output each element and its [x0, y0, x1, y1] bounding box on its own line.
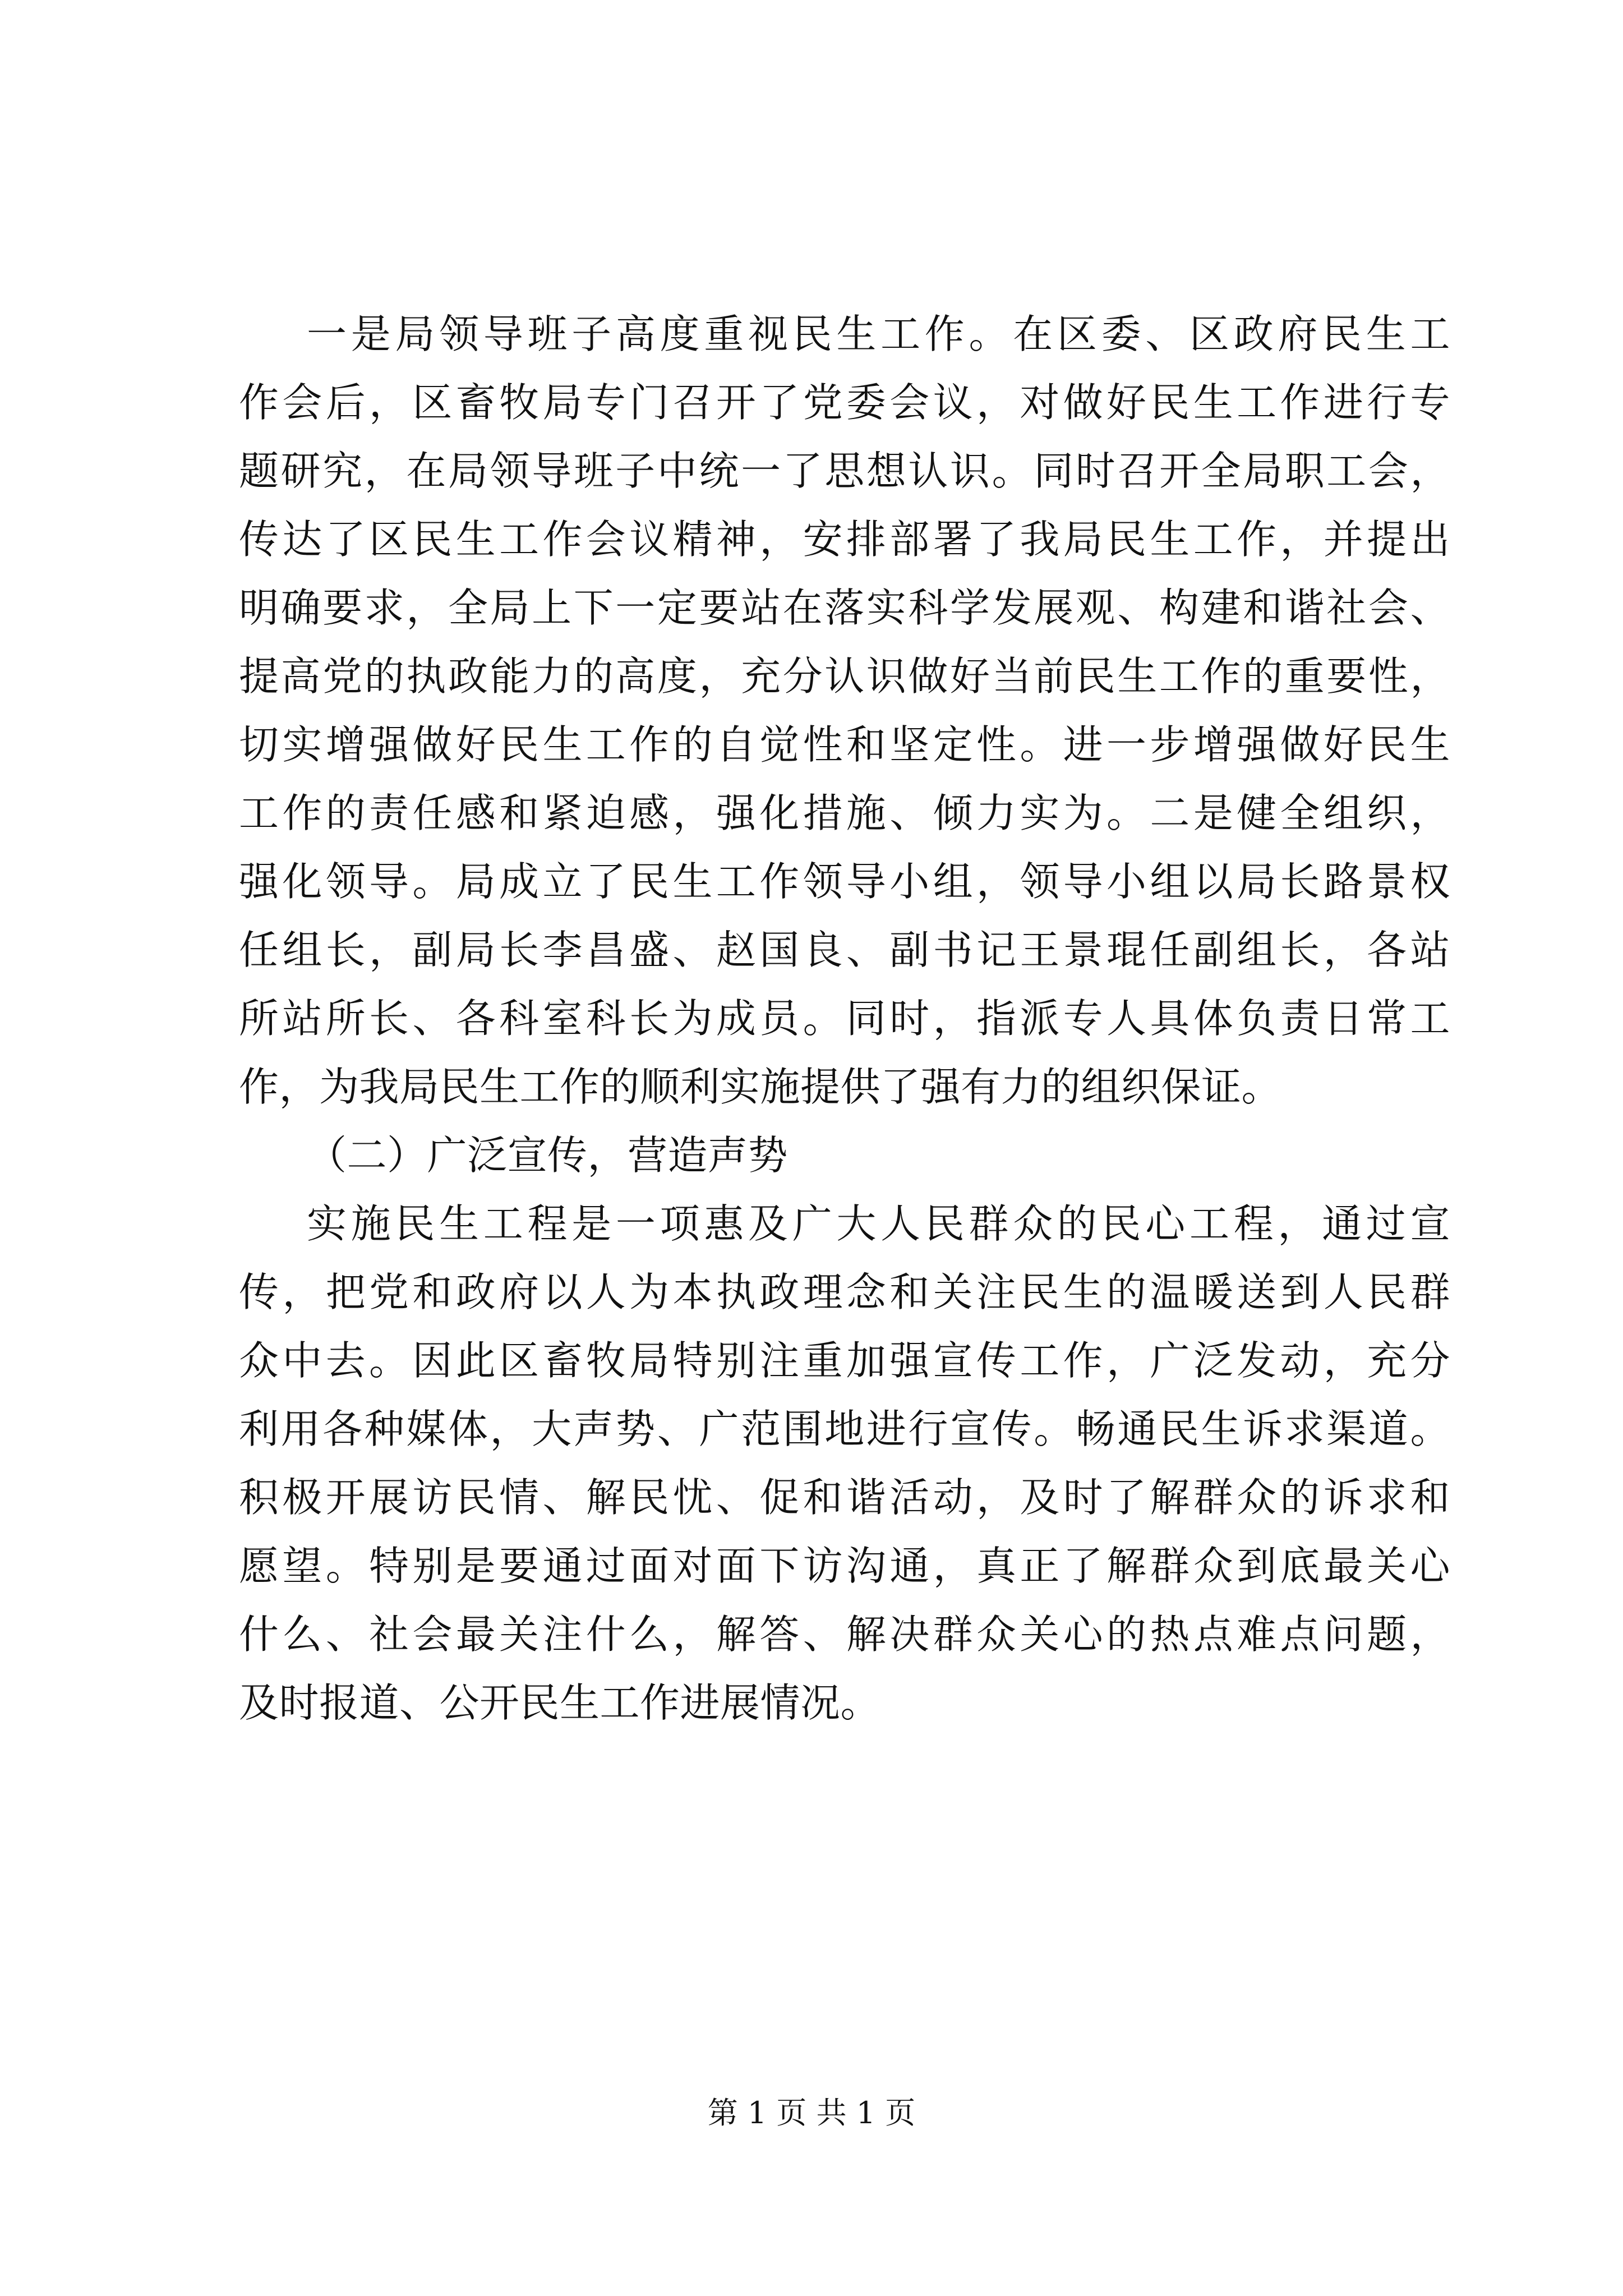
text-line: 任组长，副局长李昌盛、赵国良、副书记王景琨任副组长，各站 [239, 927, 1450, 973]
text-line: 利用各种媒体，大声势、广范围地进行宣传。畅通民生诉求渠道。 [239, 1406, 1450, 1452]
text-line: 传达了区民生工作会议精神，安排部署了我局民生工作，并提出 [239, 516, 1450, 563]
text-line: 题研究，在局领导班子中统一了思想认识。同时召开全局职工会， [239, 448, 1450, 494]
text-line: 所站所长、各科室科长为成员。同时，指派专人具体负责日常工 [239, 995, 1450, 1042]
text-line: 作，为我局民生工作的顺利实施提供了强有力的组织保证。 [239, 1064, 1282, 1110]
text-line: 积极开展访民情、解民忧、促和谐活动，及时了解群众的诉求和 [239, 1474, 1450, 1521]
text-line: 及时报道、公开民生工作进展情况。 [239, 1680, 881, 1726]
text-line: 什么、社会最关注什么，解答、解决群众关心的热点难点问题， [239, 1611, 1450, 1658]
text-line: 传，把党和政府以人为本执政理念和关注民生的温暖送到人民群 [239, 1269, 1450, 1315]
text-line: 强化领导。局成立了民生工作领导小组，领导小组以局长路景权 [239, 858, 1450, 905]
paragraph-1 [239, 300, 1450, 1121]
text-line: 明确要求，全局上下一定要站在落实科学发展观、构建和谐社会、 [239, 585, 1450, 631]
paragraph-2 [239, 1190, 1450, 1737]
text-line: 一是局领导班子高度重视民生工作。在区委、区政府民生工 [307, 311, 1450, 357]
text-line: 实施民生工程是一项惠及广大人民群众的民心工程，通过宣 [307, 1200, 1450, 1247]
document-body [239, 300, 1450, 1737]
section-heading: （二）广泛宣传，营造声势 [307, 1132, 789, 1179]
text-line: 作会后，区畜牧局专门召开了党委会议，对做好民生工作进行专 [239, 379, 1450, 426]
text-line: 众中去。因此区畜牧局特别注重加强宣传工作，广泛发动，充分 [239, 1337, 1450, 1384]
text-line: 提高党的执政能力的高度，充分认识做好当前民生工作的重要性， [239, 653, 1450, 700]
text-line: 工作的责任感和紧迫感，强化措施、倾力实为。二是健全组织， [239, 790, 1450, 836]
text-line: 切实增强做好民生工作的自觉性和坚定性。进一步增强做好民生 [239, 721, 1450, 768]
text-line: 愿望。特别是要通过面对面下访沟通，真正了解群众到底最关心 [239, 1543, 1450, 1589]
page-number-footer: 第 1 页 共 1 页 [707, 2095, 916, 2131]
